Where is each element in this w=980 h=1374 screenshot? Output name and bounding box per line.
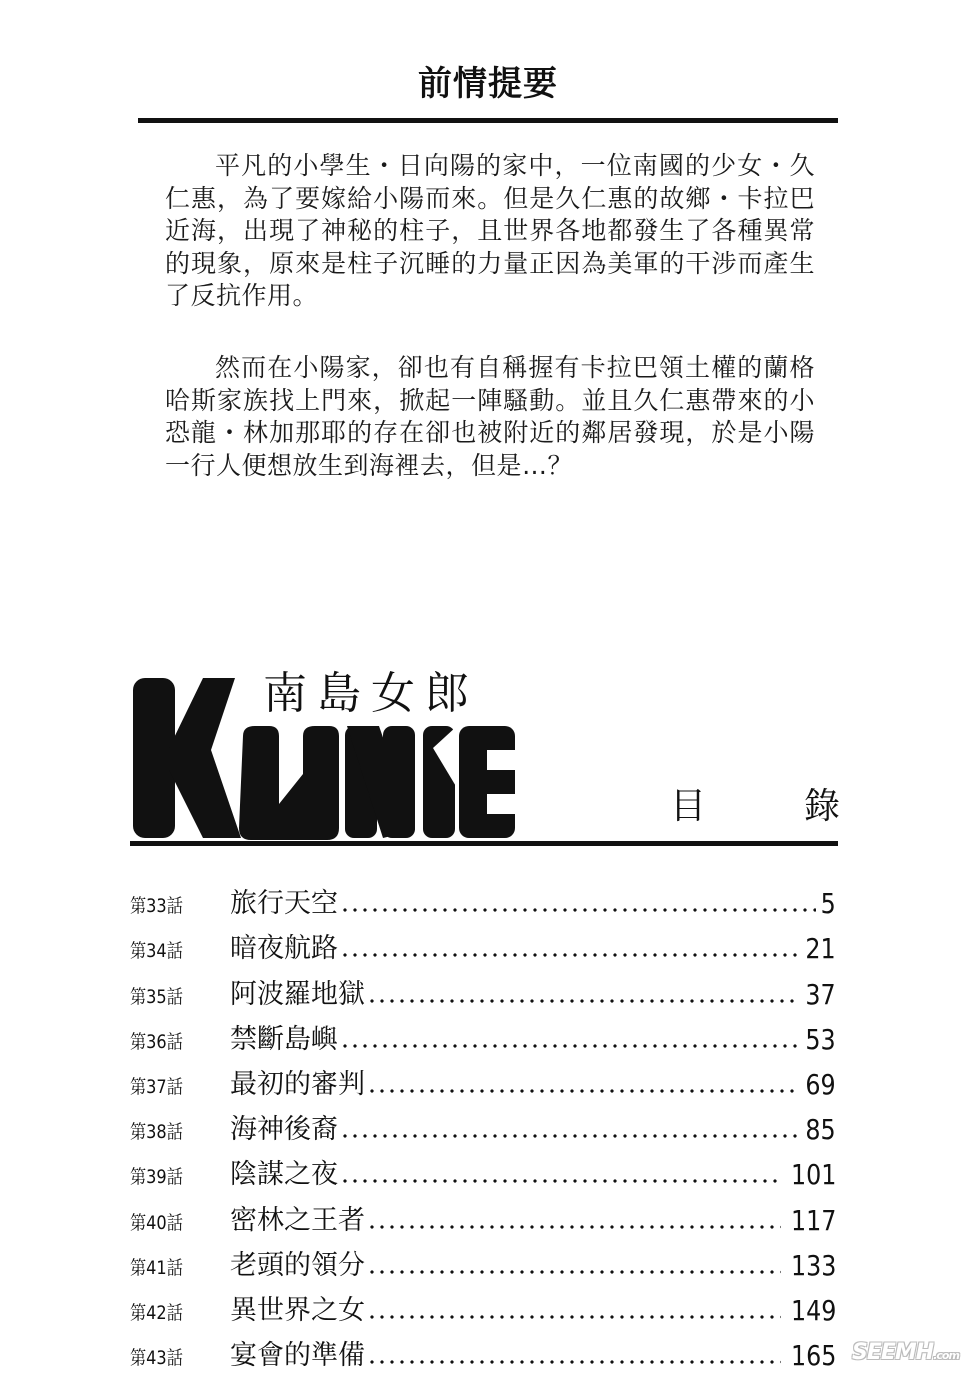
chapter-number: 第35話: [130, 985, 183, 1008]
toc-divider: [130, 841, 838, 846]
page-number: 117: [790, 1203, 836, 1237]
summary-text-1: 平凡的小學生・日向陽的家中，一位南國的少女・久仁惠，為了要嫁給小陽而來。但是久仁惠的故鄉・卡拉巴近海，出現了神秘的柱子，且世界各地都發生了各種異常的現象，原來是柱子沉睡的力量正因為美軍的干涉而產生了反抗作用。: [165, 151, 815, 310]
chapter-title: 密林之王者: [230, 1204, 365, 1236]
page-number: 85: [805, 1113, 836, 1147]
watermark-main: SEEMH: [852, 1340, 934, 1365]
toc-entry[interactable]: [130, 1102, 836, 1147]
watermark-suffix: .com: [933, 1349, 959, 1362]
summary-paragraph-1: [165, 150, 815, 313]
toc-entry[interactable]: [130, 1238, 836, 1283]
dot-leader: [367, 1359, 781, 1365]
logo-subtitle: 南島女郎: [263, 668, 479, 719]
page-number: 21: [805, 932, 836, 966]
kunie-wordmark-icon: [133, 678, 523, 843]
chapter-title: 老頭的領分: [230, 1249, 365, 1281]
chapter-title: 海神後裔: [230, 1114, 338, 1146]
chapter-title: 陰謀之夜: [230, 1159, 338, 1191]
toc-entry[interactable]: [130, 1192, 836, 1237]
dot-leader: [367, 1224, 781, 1230]
chapter-number: 第40話: [130, 1211, 183, 1234]
page-number: 133: [790, 1248, 836, 1282]
dot-leader: [367, 998, 798, 1004]
chapter-title: 阿波羅地獄: [230, 978, 365, 1010]
chapter-number: 第41話: [130, 1256, 183, 1279]
toc-heading: [670, 784, 840, 830]
chapter-number: 第34話: [130, 940, 183, 963]
page-number: 149: [790, 1293, 836, 1327]
dot-leader: [340, 952, 798, 958]
summary-title: 前情提要: [418, 64, 558, 104]
table-of-contents: [130, 876, 836, 1373]
page-number: 101: [790, 1158, 836, 1192]
toc-heading-right: 錄: [803, 786, 840, 827]
toc-entry[interactable]: [130, 921, 836, 966]
page-number: 165: [790, 1339, 836, 1373]
title-divider: [138, 118, 838, 123]
toc-entry[interactable]: [130, 1147, 836, 1192]
dot-leader: [367, 1088, 798, 1094]
watermark-logo: [852, 1340, 959, 1365]
summary-paragraph-2: [165, 352, 815, 482]
chapter-number: 第43話: [130, 1347, 183, 1370]
chapter-title: 暗夜航路: [230, 933, 338, 965]
summary-text-2: 然而在小陽家，卻也有自稱握有卡拉巴領土權的蘭格哈斯家族找上門來，掀起一陣騷動。並且久仁惠帶來的小恐龍・林加那耶的存在卻也被附近的鄰居發現，於是小陽一行人便想放生到海裡去，但是…？: [165, 353, 815, 480]
kunie-logo: [133, 668, 533, 840]
page-number: 69: [805, 1067, 836, 1101]
toc-entry[interactable]: [130, 876, 836, 921]
page-number: 5: [820, 887, 836, 921]
toc-entry[interactable]: [130, 966, 836, 1011]
page-number: 53: [805, 1022, 836, 1056]
chapter-title: 異世界之女: [230, 1294, 365, 1326]
chapter-number: 第33話: [130, 895, 183, 918]
chapter-number: 第39話: [130, 1166, 183, 1189]
chapter-title: 宴會的準備: [230, 1340, 365, 1372]
dot-leader: [367, 1314, 781, 1320]
toc-entry[interactable]: [130, 1283, 836, 1328]
dot-leader: [340, 907, 816, 913]
chapter-number: 第38話: [130, 1121, 183, 1144]
chapter-number: 第37話: [130, 1075, 183, 1098]
dot-leader: [340, 1133, 798, 1139]
toc-heading-left: 目: [670, 786, 707, 827]
dot-leader: [367, 1269, 781, 1275]
chapter-title: 旅行天空: [230, 888, 338, 920]
toc-entry[interactable]: [130, 1012, 836, 1057]
chapter-title: 最初的審判: [230, 1068, 365, 1100]
toc-entry[interactable]: [130, 1057, 836, 1102]
toc-entry[interactable]: [130, 1328, 836, 1373]
dot-leader: [340, 1178, 781, 1184]
page-number: 37: [805, 977, 836, 1011]
chapter-number: 第42話: [130, 1301, 183, 1324]
chapter-number: 第36話: [130, 1030, 183, 1053]
chapter-title: 禁斷島嶼: [230, 1023, 338, 1055]
dot-leader: [340, 1043, 798, 1049]
